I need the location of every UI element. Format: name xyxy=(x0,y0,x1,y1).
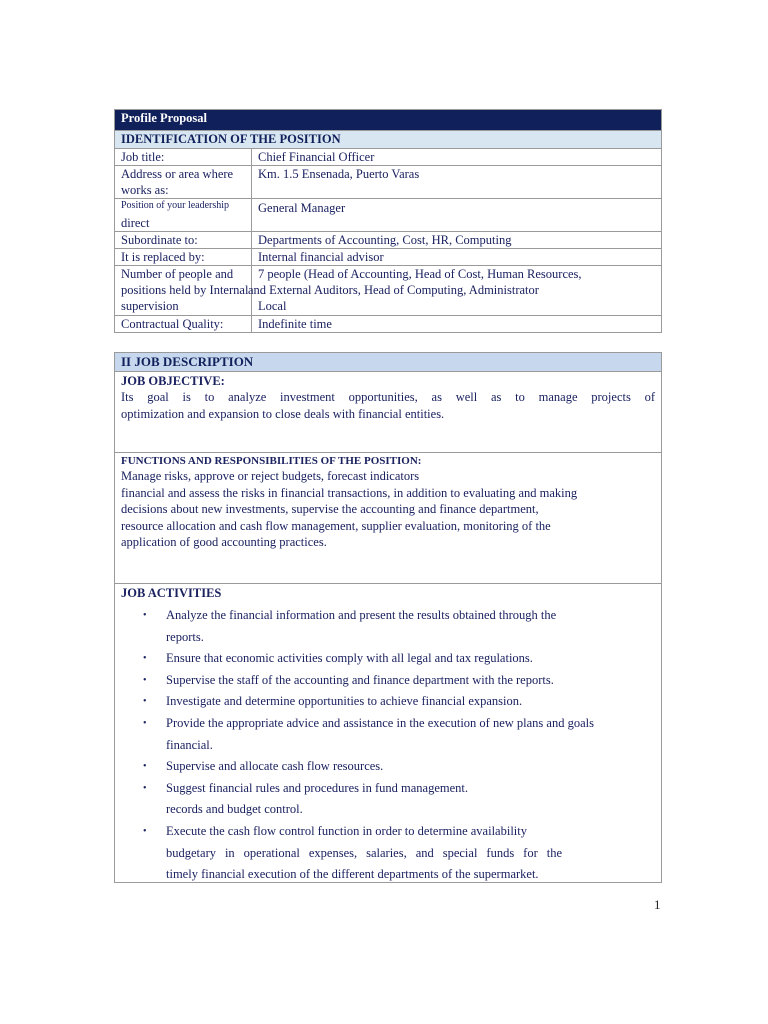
row-label-people-line3: supervision xyxy=(121,299,179,313)
section-heading-identification: IDENTIFICATION OF THE POSITION xyxy=(115,131,662,149)
activity-item xyxy=(121,864,655,886)
activity-text: financial. xyxy=(166,737,213,752)
bullet-icon: • xyxy=(143,717,147,729)
page-number: 1 xyxy=(654,897,661,912)
activity-text: reports. xyxy=(166,629,204,644)
functions-line: financial and assess the risks in financial transactions, in addition to evaluating and making xyxy=(121,485,578,500)
activity-item xyxy=(121,821,655,843)
activity-item xyxy=(121,670,655,692)
row-label-contractual: Contractual Quality: xyxy=(115,316,252,333)
activity-text: Supervise and allocate cash flow resources. xyxy=(166,759,384,774)
row-value-people xyxy=(248,266,662,316)
row-label-subordinate: Subordinate to: xyxy=(115,232,252,249)
activity-item xyxy=(121,627,655,649)
functions-line: application of good accounting practices. xyxy=(121,535,327,549)
activity-item xyxy=(121,778,655,800)
activity-item xyxy=(121,799,655,821)
activity-item xyxy=(121,713,655,735)
identification-table xyxy=(114,109,662,333)
bullet-icon: • xyxy=(143,782,147,794)
functions-line: resource allocation and cash flow management, supplier evaluation, monitoring of the xyxy=(121,518,551,533)
row-label-address xyxy=(115,166,252,199)
activity-text: budgetary in operational expenses, salaries, and special funds for the xyxy=(166,845,562,860)
activity-text: Ensure that economic activities comply with all legal and tax regulations. xyxy=(166,651,533,666)
section-heading-job-description: II JOB DESCRIPTION xyxy=(115,353,661,372)
functions-label: FUNCTIONS AND RESPONSIBILITIES OF THE POSITION: xyxy=(121,455,422,467)
row-value-leadership: General Manager xyxy=(252,199,662,232)
job-objective-label: JOB OBJECTIVE: xyxy=(121,374,225,388)
bullet-icon: • xyxy=(143,653,147,665)
activity-item xyxy=(121,648,655,670)
row-label-people xyxy=(115,266,252,316)
bullet-icon: • xyxy=(143,696,147,708)
functions-line: decisions about new investments, supervise the accounting and finance department, xyxy=(121,502,539,516)
functions-text xyxy=(121,468,655,551)
row-label-job-title: Job title: xyxy=(115,149,252,166)
row-label-leadership-line1: Position of your leadership xyxy=(121,200,230,211)
activities-cell xyxy=(115,584,661,882)
activity-item xyxy=(121,843,655,865)
row-label-leadership-line2: direct xyxy=(121,216,150,230)
row-label-address-line1: Address or area where xyxy=(121,167,234,181)
row-label-people-line2: positions held by Internal xyxy=(121,283,249,297)
bullet-icon: • xyxy=(143,825,147,837)
activities-list xyxy=(121,605,655,886)
row-value-people-line3: Local xyxy=(258,299,287,313)
bullet-icon: • xyxy=(143,761,147,773)
bullet-icon: • xyxy=(143,610,147,621)
job-objective-line1: Its goal is to analyze investment opportunities, as well as to manage projects of xyxy=(121,390,655,404)
job-description-table xyxy=(114,352,662,883)
activity-text: Analyze the financial information and present the results obtained through the xyxy=(166,608,557,622)
activity-text: Investigate and determine opportunities to achieve financial expansion. xyxy=(166,694,523,709)
activity-item xyxy=(121,735,655,757)
row-value-job-title: Chief Financial Officer xyxy=(252,149,662,166)
functions-line: Manage risks, approve or reject budgets, forecast indicators xyxy=(121,469,420,483)
job-objective-line2: optimization and expansion to close deals with financial entities. xyxy=(121,406,445,421)
activity-item xyxy=(121,756,655,778)
document-title: Profile Proposal xyxy=(115,110,662,131)
job-objective-cell xyxy=(115,372,661,453)
row-value-people-line2: and External Auditors, Head of Computing, Administrator xyxy=(248,283,539,297)
functions-cell xyxy=(115,453,661,584)
activity-item xyxy=(121,691,655,713)
row-value-replaced-by: Internal financial advisor xyxy=(252,249,662,266)
activity-text: records and budget control. xyxy=(166,802,303,817)
activity-text: Supervise the staff of the accounting and finance department with the reports. xyxy=(166,672,554,687)
activity-text: Execute the cash flow control function in order to determine availability xyxy=(166,823,527,838)
row-label-address-line2: works as: xyxy=(121,183,169,197)
activity-item xyxy=(121,605,655,627)
activity-text: Provide the appropriate advice and assistance in the execution of new plans and goals xyxy=(166,715,594,730)
activity-text: Suggest financial rules and procedures in fund management. xyxy=(166,780,468,795)
activities-label: JOB ACTIVITIES xyxy=(121,586,222,600)
activity-text: timely financial execution of the different departments of the supermarket. xyxy=(166,867,539,882)
row-value-subordinate: Departments of Accounting, Cost, HR, Computing xyxy=(252,232,662,249)
row-label-leadership xyxy=(115,199,252,232)
row-value-contractual: Indefinite time xyxy=(252,316,662,333)
row-label-replaced-by: It is replaced by: xyxy=(115,249,252,266)
bullet-icon: • xyxy=(143,674,147,686)
row-value-address: Km. 1.5 Ensenada, Puerto Varas xyxy=(252,166,662,199)
row-value-people-line1: 7 people (Head of Accounting, Head of Cost, Human Resources, xyxy=(258,267,582,281)
row-label-people-line1: Number of people and xyxy=(121,267,234,281)
